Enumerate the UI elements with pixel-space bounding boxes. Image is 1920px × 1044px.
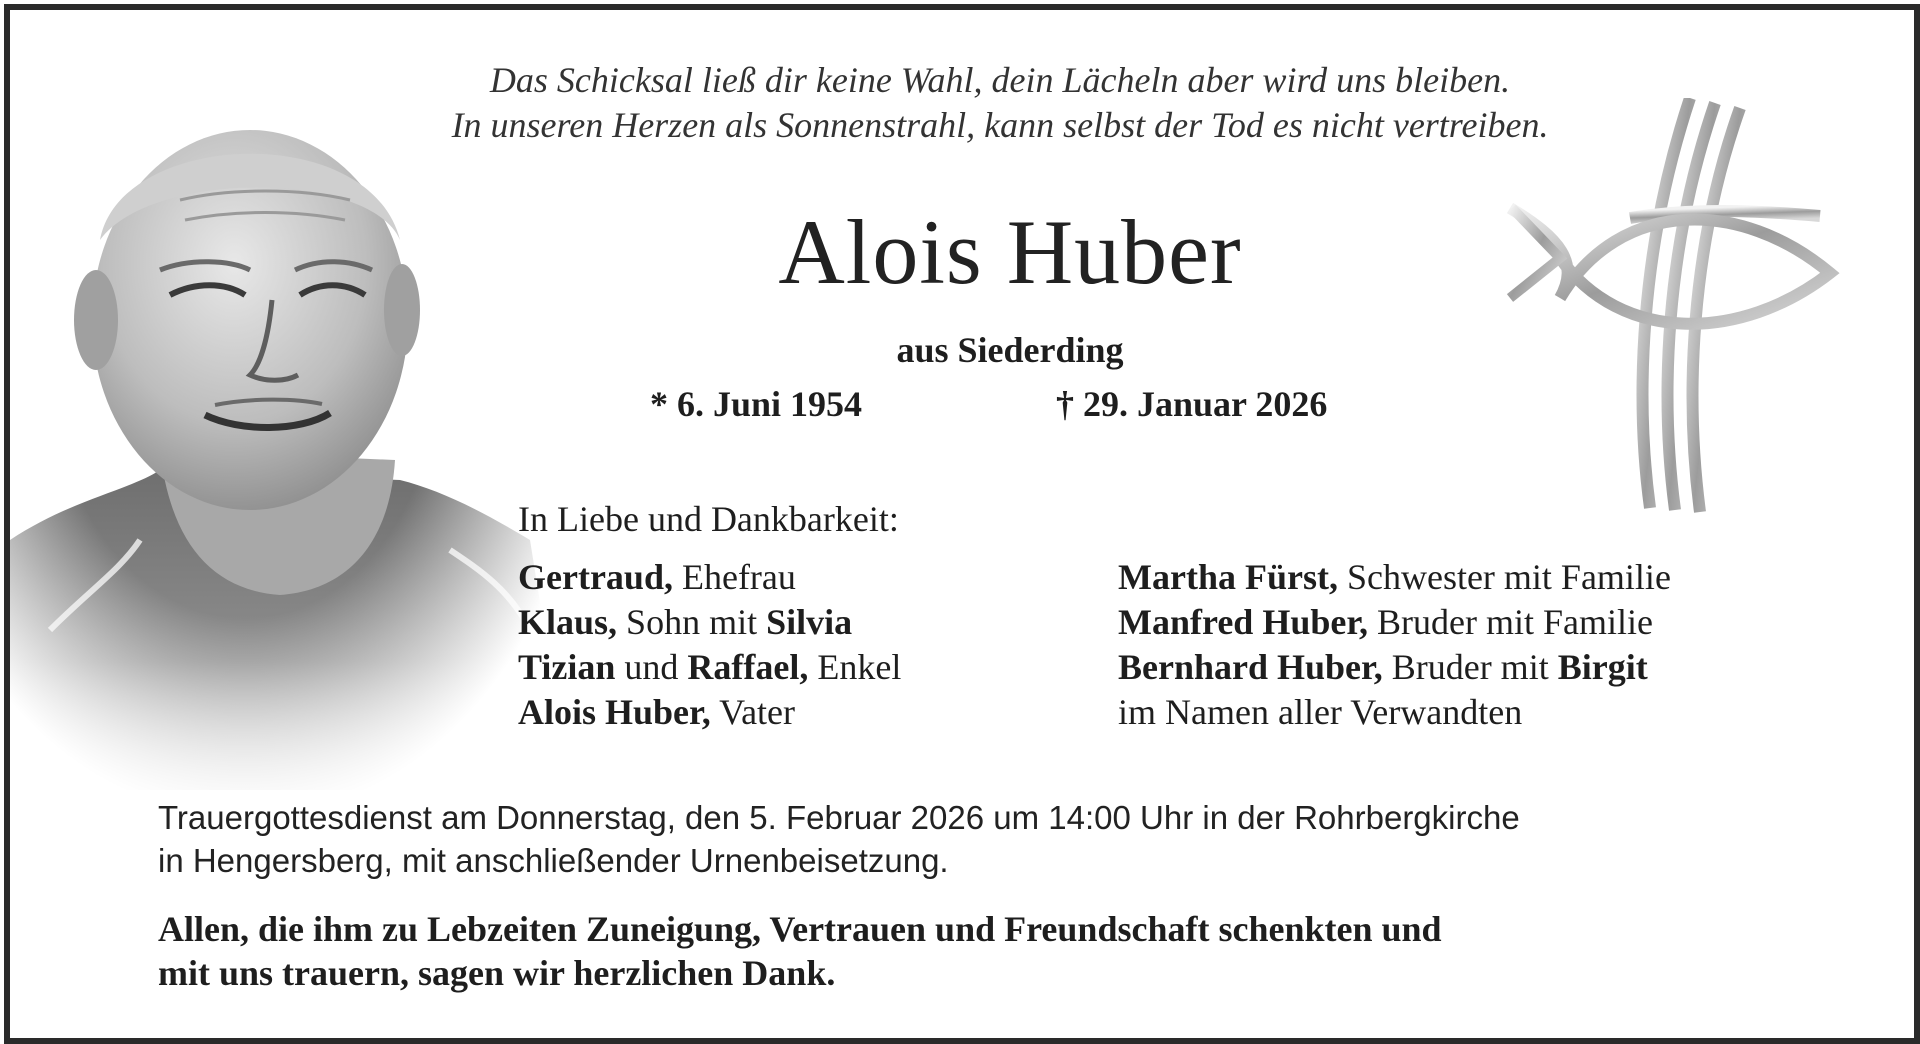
family-relation: Schwester mit Familie [1337, 557, 1671, 597]
deceased-name: Alois Huber [778, 201, 1242, 303]
family-name: Tizian [518, 647, 616, 687]
family-name: Raffael, [687, 647, 809, 687]
family-relation: Bruder mit Familie [1368, 602, 1653, 642]
death-date: 29. Januar 2026 [1083, 384, 1328, 424]
service-line: in Hengersberg, mit anschließender Urnenbeisetzung. [158, 842, 949, 879]
family-list-right [1118, 555, 1671, 735]
family-extra-name: Silvia [766, 602, 853, 642]
family-relation: Bruder mit [1382, 647, 1558, 687]
thanks-line: Allen, die ihm zu Lebzeiten Zuneigung, Vertrauen und Freundschaft schenkten und [158, 909, 1442, 949]
family-name: Alois Huber, [518, 692, 711, 732]
service-line: Trauergottesdienst am Donnerstag, den 5. Februar 2026 um 14:00 Uhr in der Rohrbergkirche [158, 799, 1520, 836]
deceased-origin: aus Siederding [896, 330, 1124, 370]
gratitude-line: In Liebe und Dankbarkeit: [518, 499, 899, 539]
family-row [518, 690, 901, 735]
thanks-note [158, 907, 1798, 995]
family-relation: Ehefrau [672, 557, 796, 597]
family-row [1118, 645, 1671, 690]
family-name: Klaus, [518, 602, 618, 642]
poem-line: In unseren Herzen als Sonnenstrahl, kann selbst der Tod es nicht vertreiben. [451, 105, 1549, 145]
poem [310, 58, 1690, 148]
poem-line: Das Schicksal ließ dir keine Wahl, dein Lächeln aber wird uns bleiben. [489, 60, 1511, 100]
family-relation: Enkel [808, 647, 902, 687]
family-name: Bernhard Huber, [1118, 647, 1383, 687]
family-conjunction: und [615, 647, 688, 687]
death-date-line [1056, 382, 1327, 426]
portrait-photo [10, 70, 570, 790]
thanks-line: mit uns trauern, sagen wir herzlichen Dank. [158, 953, 836, 993]
family-row [1118, 690, 1671, 735]
family-extra-name: Birgit [1557, 647, 1648, 687]
family-relation: Sohn mit [617, 602, 767, 642]
funeral-service-info [158, 796, 1798, 882]
family-row [518, 645, 901, 690]
family-list-left [518, 555, 901, 735]
birth-date-line [650, 382, 862, 426]
cross-fish-icon [1500, 98, 1840, 518]
family-row [1118, 555, 1671, 600]
birth-symbol: * [650, 384, 668, 424]
family-name: Gertraud, [518, 557, 673, 597]
death-symbol: † [1056, 384, 1074, 424]
family-relation: im Namen aller Verwandten [1118, 692, 1523, 732]
family-name: Manfred Huber, [1118, 602, 1369, 642]
family-row [518, 600, 901, 645]
family-row [518, 555, 901, 600]
birth-date: 6. Juni 1954 [677, 384, 863, 424]
family-name: Martha Fürst, [1118, 557, 1338, 597]
family-row [1118, 600, 1671, 645]
family-relation: Vater [710, 692, 796, 732]
obituary-card [4, 4, 1920, 1044]
